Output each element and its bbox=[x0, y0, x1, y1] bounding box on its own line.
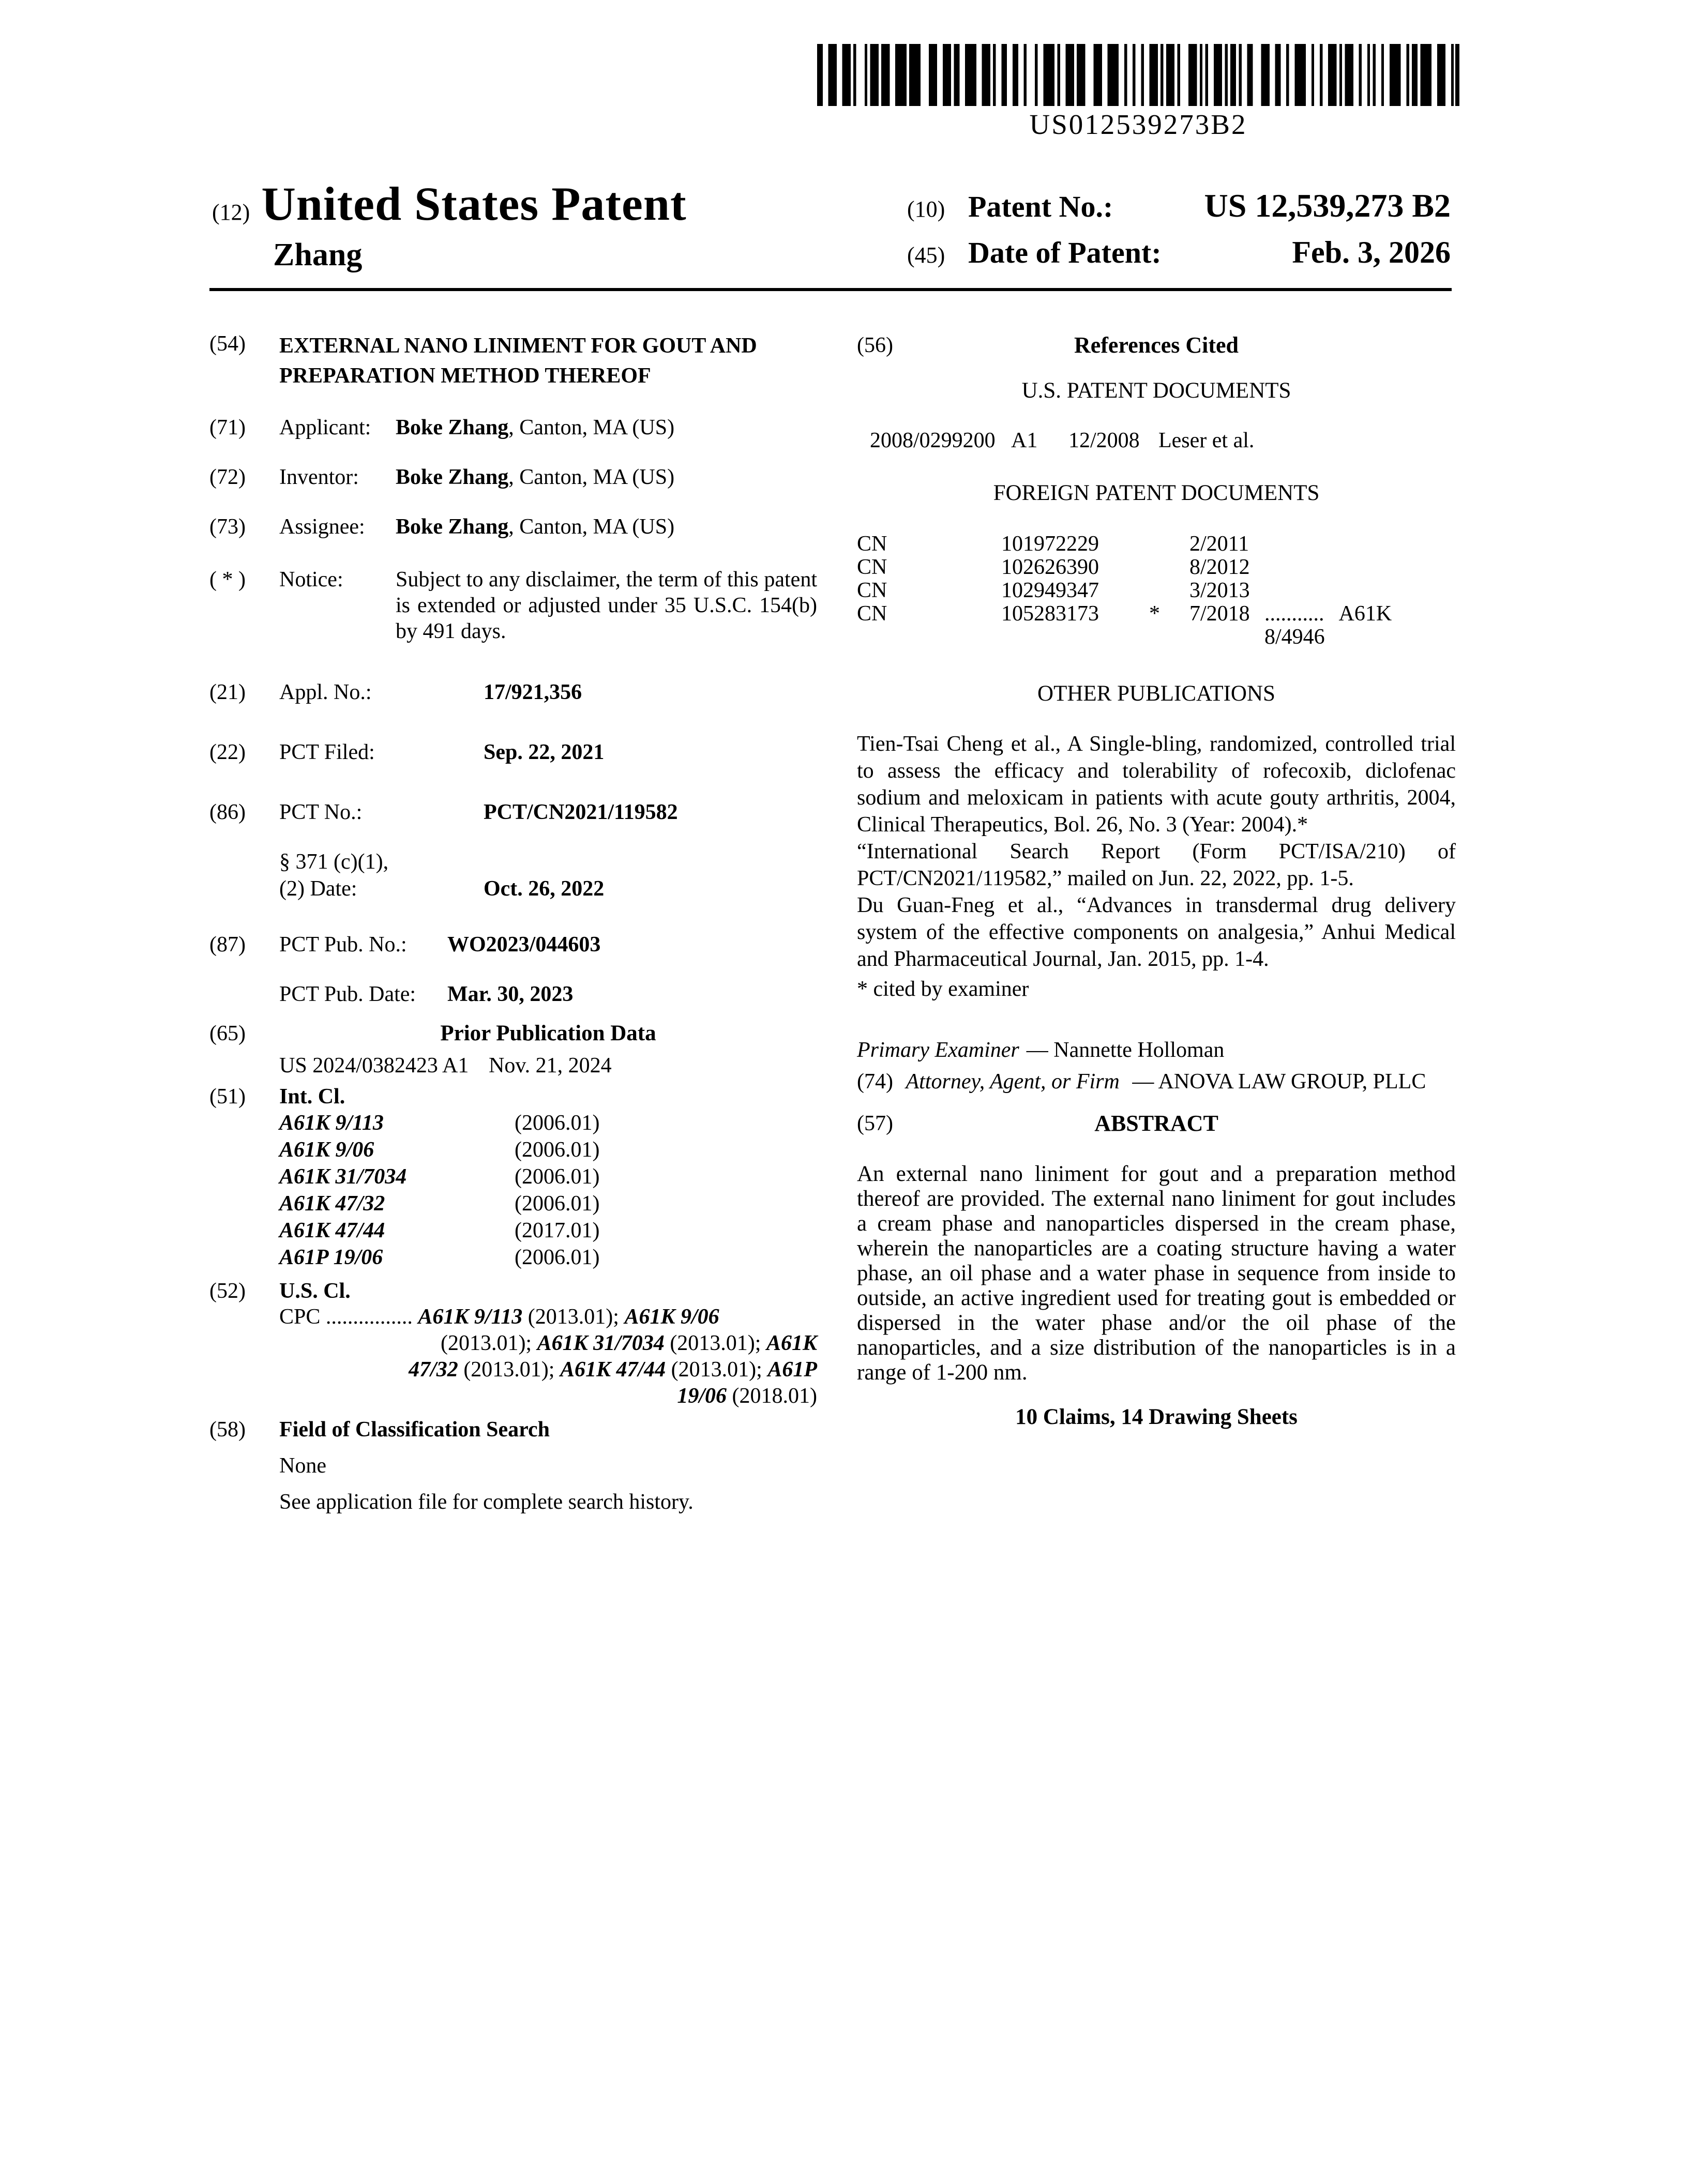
leader-dots: ........... bbox=[1264, 602, 1324, 626]
primary-examiner-label: Primary Examiner bbox=[857, 1038, 1019, 1062]
int-cl-code: A61K 47/32 bbox=[279, 1192, 385, 1216]
cpc-line: 47/32 (2013.01); A61K 47/44 (2013.01); A61P bbox=[409, 1358, 817, 1382]
int-cl-row bbox=[279, 1244, 817, 1271]
kind-code-prefix: (12) bbox=[212, 200, 250, 225]
us-patent-document-row bbox=[857, 427, 1456, 454]
barcode-text: US012539273B2 bbox=[1029, 109, 1247, 140]
field-search-note: See application file for complete search history. bbox=[279, 1490, 694, 1514]
field-number: (86) bbox=[209, 800, 246, 824]
foreign-doc-date: 2/2011 bbox=[1189, 532, 1249, 556]
claims-drawing-sheets-note: 10 Claims, 14 Drawing Sheets bbox=[1015, 1405, 1298, 1429]
foreign-doc-examiner-star: * bbox=[1149, 602, 1160, 626]
party-label: Inventor: bbox=[279, 465, 359, 489]
patent-date-row bbox=[907, 235, 1451, 270]
foreign-doc-class-cell bbox=[1264, 533, 1456, 556]
publication-item: Du Guan-Fneg et al., “Advances in transdermal drug delivery system of the effective components on analgesia,” Anhui Medical and Pharmaceutical Journal, Jan. 2015, pp. 1-4. bbox=[857, 893, 1456, 971]
foreign-patent-documents-list bbox=[857, 533, 1456, 649]
notice-text: Subject to any disclaimer, the term of this patent is extended or adjusted under 35 U.S.C. 154(b) by 491 days. bbox=[396, 568, 817, 643]
cpc-line: 19/06 (2018.01) bbox=[677, 1384, 817, 1408]
pct-pub-no-label: PCT Pub. No.: bbox=[279, 933, 407, 957]
attorney-label: Attorney, Agent, or Firm bbox=[906, 1070, 1120, 1094]
cpc-line: CPC ................ A61K 9/113 (2013.01); A61K 9/06 bbox=[279, 1305, 719, 1329]
field-number: (74) bbox=[857, 1070, 893, 1094]
patent-number-value: US 12,539,273 B2 bbox=[1204, 187, 1451, 224]
appl-no-value: 17/921,356 bbox=[484, 680, 582, 704]
field-number: (65) bbox=[209, 1022, 246, 1045]
field-number: (57) bbox=[857, 1112, 893, 1135]
us-patent-documents-heading: U.S. PATENT DOCUMENTS bbox=[1021, 378, 1291, 403]
field-number: (54) bbox=[209, 332, 246, 356]
section-371-line: § 371 (c)(1), bbox=[279, 850, 389, 874]
371-date-value: Oct. 26, 2022 bbox=[484, 877, 605, 901]
foreign-document-row bbox=[857, 556, 1456, 579]
patent-number-row bbox=[907, 189, 1451, 224]
prior-publication-heading: Prior Publication Data bbox=[440, 1021, 656, 1045]
us-cl-heading: U.S. Cl. bbox=[279, 1279, 351, 1303]
field-number: (73) bbox=[209, 515, 246, 539]
references-cited-row bbox=[857, 332, 1456, 359]
foreign-document-row bbox=[857, 602, 1456, 649]
foreign-doc-class-cell bbox=[1264, 556, 1456, 579]
foreign-doc-country: CN bbox=[857, 579, 887, 602]
foreign-doc-date: 8/2012 bbox=[1189, 555, 1250, 579]
field-number: ( * ) bbox=[209, 568, 246, 592]
pct-no-value: PCT/CN2021/119582 bbox=[484, 800, 678, 824]
patent-date-value: Feb. 3, 2026 bbox=[1292, 235, 1451, 269]
primary-examiner-value: — Nannette Holloman bbox=[1026, 1038, 1225, 1062]
cited-by-examiner-note: * cited by examiner bbox=[857, 977, 1029, 1001]
int-cl-row bbox=[279, 1110, 817, 1136]
int-cl-row bbox=[279, 1190, 817, 1217]
pct-no-label: PCT No.: bbox=[279, 800, 363, 824]
field-number: (21) bbox=[209, 680, 246, 704]
foreign-doc-date: 7/2018 bbox=[1189, 602, 1250, 626]
prior-publication-doc: US 2024/0382423 A1 bbox=[279, 1054, 469, 1078]
header-divider bbox=[209, 288, 1452, 291]
pct-filed-entry bbox=[209, 739, 817, 765]
int-cl-code: A61K 47/44 bbox=[279, 1219, 385, 1242]
us-doc-kind: A1 bbox=[1011, 429, 1038, 452]
foreign-document-row bbox=[857, 533, 1456, 556]
int-cl-row bbox=[279, 1217, 817, 1244]
us-doc-name: Leser et al. bbox=[1158, 429, 1255, 452]
patent-date-label: Date of Patent: bbox=[968, 236, 1162, 269]
abstract-text: An external nano liniment for gout and a preparation method thereof are provided. The external nano liniment for gout includes a cream phase and nanoparticles dispersed in the cream phase, wherein the nanoparticles are a coating structure having a water phase, an oil phase and a water phase in sequence from inside to outside, an active ingredient used for treating gout is embedded or dispersed in the water phase and/or the oil phase of the nanoparticles, and a size distribution of the nanoparticles is in a range of 1-200 nm. bbox=[857, 1162, 1456, 1385]
field-search-entry bbox=[209, 1417, 817, 1515]
abstract-heading: ABSTRACT bbox=[1094, 1111, 1218, 1136]
int-cl-code: A61K 9/06 bbox=[279, 1138, 374, 1162]
patent-number-label: Patent No.: bbox=[968, 190, 1113, 223]
invention-title: EXTERNAL NANO LINIMENT FOR GOUT AND PREPARATION METHOD THEREOF bbox=[279, 334, 757, 388]
party-row bbox=[209, 464, 817, 490]
attorney-row bbox=[857, 1068, 1456, 1096]
invention-title-entry bbox=[209, 331, 817, 391]
foreign-doc-number: 105283173 bbox=[1001, 602, 1099, 626]
cpc-line: (2013.01); A61K 31/7034 (2013.01); A61K bbox=[440, 1331, 817, 1355]
page-title: United States Patent bbox=[261, 177, 687, 230]
attorney-value: — ANOVA LAW GROUP, PLLC bbox=[1132, 1070, 1426, 1094]
appl-no-entry bbox=[209, 679, 817, 705]
right-column bbox=[857, 326, 1456, 1431]
field-number: (51) bbox=[209, 1085, 246, 1109]
field-number: (52) bbox=[209, 1279, 246, 1303]
pct-filed-value: Sep. 22, 2021 bbox=[484, 740, 605, 764]
int-cl-entry bbox=[209, 1084, 817, 1271]
us-patent-documents-list bbox=[857, 427, 1456, 454]
int-cl-version: (2006.01) bbox=[515, 1138, 600, 1162]
other-publications-list bbox=[857, 731, 1456, 973]
int-cl-row bbox=[279, 1136, 817, 1163]
foreign-doc-country: CN bbox=[857, 532, 887, 556]
party-row bbox=[209, 514, 817, 540]
foreign-doc-date: 3/2013 bbox=[1189, 579, 1250, 602]
party-value: Boke Zhang, Canton, MA (US) bbox=[396, 465, 675, 489]
left-column bbox=[209, 326, 817, 1515]
other-publications-heading: OTHER PUBLICATIONS bbox=[1037, 681, 1275, 706]
publication-item: “International Search Report (Form PCT/ISA/210) of PCT/CN2021/119582,” mailed on Jun. 22, 2022, pp. 1-5. bbox=[857, 840, 1456, 890]
header-left bbox=[212, 177, 687, 272]
int-cl-version: (2006.01) bbox=[515, 1246, 600, 1269]
int-cl-heading: Int. Cl. bbox=[279, 1085, 345, 1109]
int-cl-list bbox=[279, 1110, 817, 1271]
parties-list bbox=[209, 415, 817, 540]
371-date-label: (2) Date: bbox=[279, 877, 357, 901]
cpc-block bbox=[279, 1304, 817, 1409]
party-label: Assignee: bbox=[279, 515, 365, 539]
int-cl-code: A61P 19/06 bbox=[279, 1246, 383, 1269]
foreign-patent-documents-heading: FOREIGN PATENT DOCUMENTS bbox=[993, 481, 1320, 505]
field-number: (87) bbox=[209, 933, 246, 957]
notice-label: Notice: bbox=[279, 568, 343, 592]
header-right bbox=[907, 189, 1451, 270]
foreign-doc-number: 101972229 bbox=[1001, 532, 1099, 556]
field-number: (58) bbox=[209, 1418, 246, 1442]
us-doc-number: 2008/0299200 bbox=[870, 429, 996, 452]
field-number: (56) bbox=[857, 333, 893, 357]
int-cl-version: (2006.01) bbox=[515, 1165, 600, 1189]
pct-pub-date-value: Mar. 30, 2023 bbox=[447, 982, 574, 1006]
foreign-doc-country: CN bbox=[857, 555, 887, 579]
party-row bbox=[209, 415, 817, 441]
int-cl-row bbox=[279, 1163, 817, 1190]
abstract-row bbox=[857, 1110, 1456, 1137]
us-cl-entry bbox=[209, 1278, 817, 1409]
foreign-doc-examiner-star bbox=[1149, 556, 1189, 579]
int-cl-code: A61K 9/113 bbox=[279, 1111, 384, 1135]
foreign-doc-country: CN bbox=[857, 602, 887, 626]
references-cited-heading: References Cited bbox=[1074, 332, 1239, 358]
int-cl-code: A61K 31/7034 bbox=[279, 1165, 407, 1189]
field-number: (22) bbox=[209, 740, 246, 764]
int-cl-version: (2006.01) bbox=[515, 1111, 600, 1135]
int-cl-version: (2006.01) bbox=[515, 1192, 600, 1216]
pct-pub-date-label: PCT Pub. Date: bbox=[279, 982, 416, 1006]
foreign-doc-examiner-star bbox=[1149, 533, 1189, 556]
foreign-doc-class: A61K 8/4946 bbox=[1264, 602, 1392, 649]
primary-examiner-row bbox=[857, 1037, 1456, 1064]
pct-filed-label: PCT Filed: bbox=[279, 740, 375, 764]
int-cl-version: (2017.01) bbox=[515, 1219, 600, 1242]
pct-pub-entry bbox=[209, 932, 817, 1007]
barcode-bars-icon bbox=[817, 44, 1459, 106]
patent-date-prefix: (45) bbox=[907, 242, 945, 268]
inventor-surname: Zhang bbox=[273, 237, 363, 272]
foreign-doc-number: 102626390 bbox=[1001, 555, 1099, 579]
pct-pub-no-value: WO2023/044603 bbox=[447, 933, 601, 957]
party-value: Boke Zhang, Canton, MA (US) bbox=[396, 515, 675, 539]
publication-item: Tien-Tsai Cheng et al., A Single-bling, randomized, controlled trial to assess the efficacy and tolerability of rofecoxib, diclofenac sodium and meloxicam in patients with acute gouty arthritis, 2004, Clinical Therapeutics, Bol. 26, No. 3 (Year: 2004).* bbox=[857, 732, 1456, 837]
foreign-doc-class-cell bbox=[1264, 602, 1456, 649]
appl-no-label: Appl. No.: bbox=[279, 680, 372, 704]
patent-number-prefix: (10) bbox=[907, 196, 945, 222]
barcode bbox=[817, 44, 1459, 141]
foreign-doc-class-cell bbox=[1264, 579, 1456, 602]
field-number: (72) bbox=[209, 465, 246, 489]
pct-no-entry bbox=[209, 799, 817, 902]
party-value: Boke Zhang, Canton, MA (US) bbox=[396, 416, 675, 439]
party-label: Applicant: bbox=[279, 416, 371, 439]
notice-entry bbox=[209, 567, 817, 644]
foreign-document-row bbox=[857, 579, 1456, 602]
foreign-doc-number: 102949347 bbox=[1001, 579, 1099, 602]
prior-publication-entry bbox=[209, 1021, 817, 1079]
field-search-none: None bbox=[279, 1454, 326, 1478]
us-doc-date: 12/2008 bbox=[1068, 429, 1140, 452]
prior-publication-date: Nov. 21, 2024 bbox=[489, 1054, 612, 1078]
field-search-heading: Field of Classification Search bbox=[279, 1418, 550, 1442]
foreign-doc-examiner-star bbox=[1149, 579, 1189, 602]
field-number: (71) bbox=[209, 416, 246, 439]
